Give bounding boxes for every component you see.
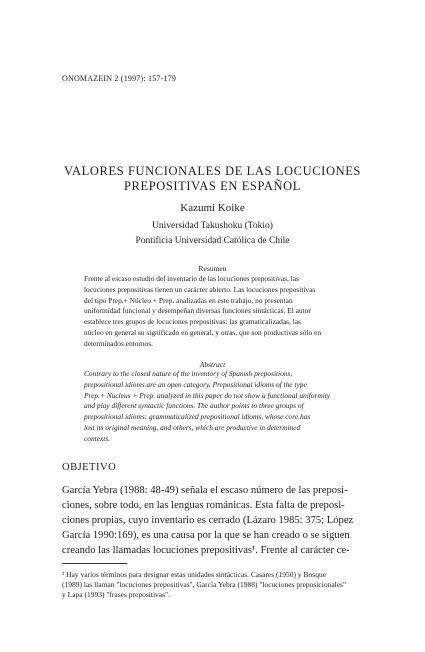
abstract-line: prepositional idioms are an open category. Prepositional idioms of the type xyxy=(84,379,307,389)
resumen-line: núcleo en general su significado en general, y otras, que son productivas sólo en xyxy=(84,327,322,337)
abstract-text xyxy=(84,369,349,445)
author-affiliation-1: Universidad Takushoku (Tokio) xyxy=(152,221,273,231)
footnote-line: (1989) las llaman "locuciones prepositivas", García Yebra (1988) "locuciones preposicionales" xyxy=(62,580,347,589)
body-line: García 1990:169), es una causa por la que se han creado o se siguen xyxy=(62,530,350,541)
body-line: ciones, sobre todo, en las lenguas románicas. Esta falta de preposi- xyxy=(62,500,345,511)
abstract-line: Prep.+ Nucleus + Prep. analyzed in this paper do not show a functional uniformity xyxy=(84,390,331,400)
resumen-text xyxy=(84,274,349,350)
resumen-line: uniformidad funcional y desempeñan diversas funciones sintácticas. El autor xyxy=(84,306,311,316)
resumen-line: Frente al escaso estudio del inventario de las locuciones prepositivas, las xyxy=(84,274,299,283)
resumen-line: locuciones prepositivas tienen un carácter abierto. Las locuciones prepositivas xyxy=(84,284,316,294)
journal-reference: ONOMAZEIN 2 (1997): 157-179 xyxy=(62,74,177,83)
footnote-line: ¹ Hay varios términos para designar estas unidades sintácticas. Casares (1950) y Bosque xyxy=(62,570,327,579)
abstract-heading: Abstract xyxy=(199,360,226,369)
section-title: OBJETIVO xyxy=(62,462,117,473)
author-affiliation-2: Pontificia Universidad Católica de Chile xyxy=(135,236,290,246)
abstract-line: lost its original meaning, and others, which are productive in determined xyxy=(84,422,301,432)
resumen-line: determinados entornos. xyxy=(84,338,153,348)
footnote-line: y Lapa (1993) "frases prepositivas". xyxy=(62,590,170,599)
author-name: Kazumi Koike xyxy=(180,202,245,214)
title-line-1: VALORES FUNCIONALES DE LAS LOCUCIONES xyxy=(64,164,361,178)
abstract-line: Contrary to the closed nature of the inventory of Spanish prepositions, xyxy=(84,369,293,378)
body-line: creando las llamadas locuciones prepositivas¹. Frente al carácter ce- xyxy=(62,545,350,556)
title-line-2: PREPOSITIVAS EN ESPAÑOL xyxy=(123,179,302,193)
body-line: García Yebra (1988: 48-49) señala el escaso número de las preposi- xyxy=(62,485,348,496)
abstract-line: prepositional idioms: grammaticalized prepositional idioms, whose core has xyxy=(84,412,311,422)
abstract-line: and play different syntactic functions. The author points to three groups of xyxy=(84,401,304,411)
footnote-rule xyxy=(62,563,127,564)
resumen-heading: Resumen xyxy=(198,264,227,273)
abstract-line: contexts. xyxy=(84,433,111,443)
resumen-line: del tipo Prep.+ Núcleo + Prep. analizadas en este trabajo, no presentan xyxy=(84,295,293,305)
body-line: ciones propias, cuyo inventario es cerrado (Lázaro 1985: 375; López xyxy=(62,515,354,526)
resumen-line: establece tres grupos de locuciones prepositivas: las gramaticalizadas, las xyxy=(84,317,301,327)
